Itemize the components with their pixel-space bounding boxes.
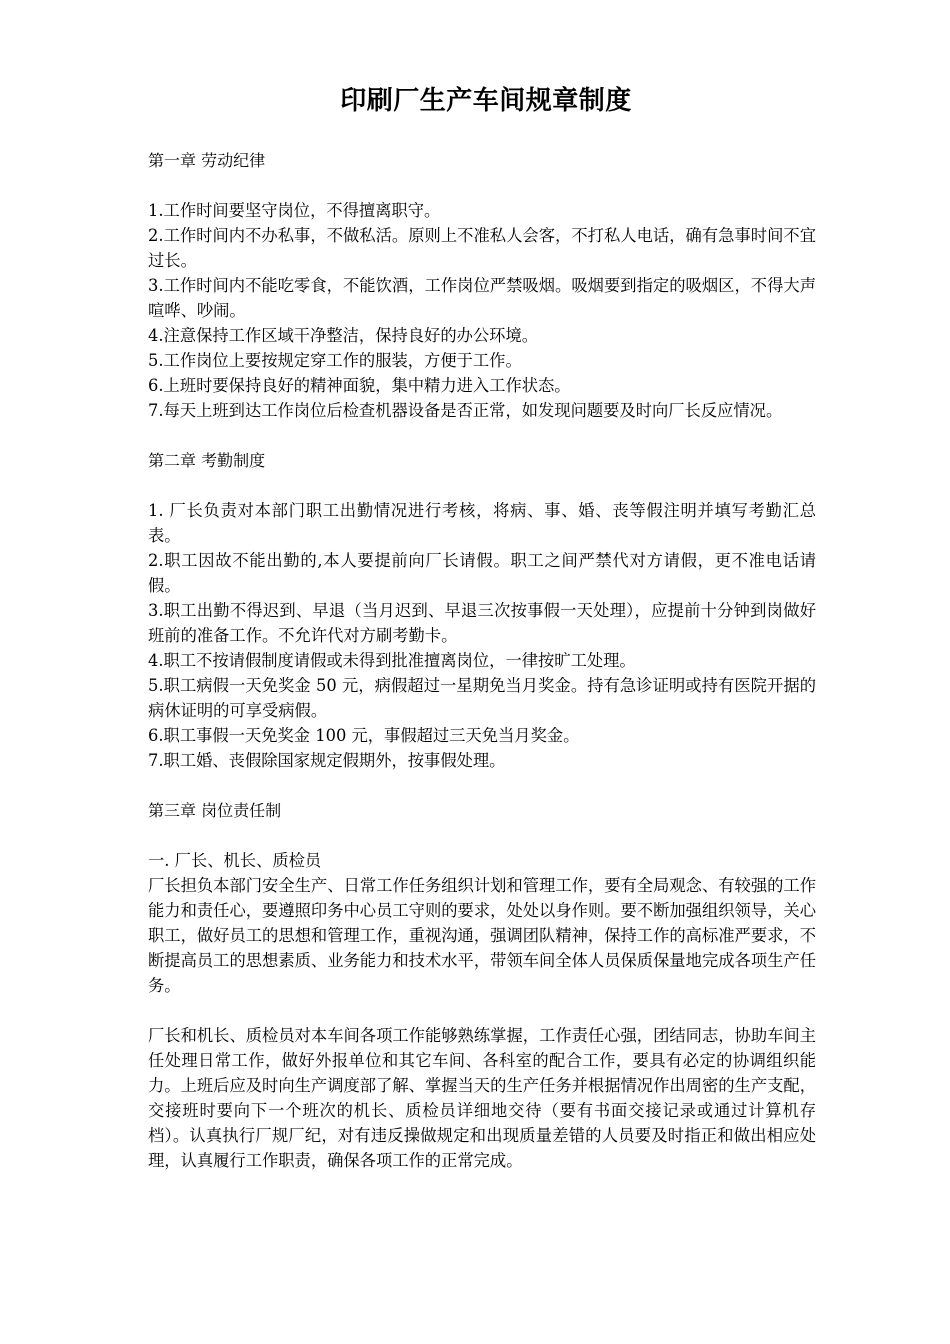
chapter-heading: 第二章 考勤制度 bbox=[148, 451, 266, 470]
list-item: 2.职工因故不能出勤的,本人要提前向厂长请假。职工之间严禁代对方请假，更不准电话请假。 bbox=[148, 551, 816, 595]
list-item: 3.工作时间内不能吃零食，不能饮酒，工作岗位严禁吸烟。吸烟要到指定的吸烟区，不得大声喧哗、吵闹。 bbox=[148, 276, 816, 320]
list-item: 6.职工事假一天免奖金 100 元，事假超过三天免当月奖金。 bbox=[148, 726, 580, 745]
list-item: 7.每天上班到达工作岗位后检查机器设备是否正常，如发现问题要及时向厂长反应情况。 bbox=[148, 401, 783, 420]
list-item: 1. 厂长负责对本部门职工出勤情况进行考核，将病、事、婚、丧等假注明并填写考勤汇总表。 bbox=[148, 501, 816, 545]
list-item: 2.工作时间内不办私事，不做私活。原则上不准私人会客，不打私人电话，确有急事时间不宜过长。 bbox=[148, 226, 816, 270]
list-item: 7.职工婚、丧假除国家规定假期外，按事假处理。 bbox=[148, 751, 506, 770]
chapter-3 bbox=[148, 798, 816, 1173]
list-item: 6.上班时要保持良好的精神面貌，集中精力进入工作状态。 bbox=[148, 376, 571, 395]
document-page bbox=[148, 84, 816, 1173]
list-item: 5.职工病假一天免奖金 50 元，病假超过一星期免当月奖金。持有急诊证明或持有医院开据的病休证明的可享受病假。 bbox=[148, 676, 816, 720]
body-paragraph: 厂长和机长、质检员对本车间各项工作能够熟练掌握，工作责任心强，团结同志，协助车间主任处理日常工作，做好外报单位和其它车间、各科室的配合工作，要具有必定的协调组织能力。上班后应及时向生产调度部了解、掌握当天的生产任务并根据情况作出周密的生产支配，交接班时要向下一个班次的机长、质检员详细地交待（要有书面交接记录或通过计算机存档）。认真执行厂规厂纪，对有违反操做规定和出现质量差错的人员要及时指正和做出相应处理，认真履行工作职责，确保各项工作的正常完成。 bbox=[148, 1026, 816, 1170]
chapter-1 bbox=[148, 148, 816, 423]
chapter-heading: 第一章 劳动纪律 bbox=[148, 151, 266, 170]
list-item: 4.注意保持工作区域干净整洁，保持良好的办公环境。 bbox=[148, 326, 539, 345]
list-item: 4.职工不按请假制度请假或未得到批准擅离岗位，一律按旷工处理。 bbox=[148, 651, 636, 670]
document-title: 印刷厂生产车间规章制度 bbox=[340, 86, 632, 116]
section-subheading: 一. 厂长、机长、质检员 bbox=[148, 851, 322, 870]
chapter-heading: 第三章 岗位责任制 bbox=[148, 801, 282, 820]
list-item: 1.工作时间要坚守岗位，不得擅离职守。 bbox=[148, 201, 441, 220]
list-item: 5.工作岗位上要按规定穿工作的服装，方便于工作。 bbox=[148, 351, 522, 370]
chapter-2 bbox=[148, 448, 816, 773]
list-item: 3.职工出勤不得迟到、早退（当月迟到、早退三次按事假一天处理），应提前十分钟到岗做好班前的准备工作。不允许代对方刷考勤卡。 bbox=[148, 601, 816, 645]
body-paragraph: 厂长担负本部门安全生产、日常工作任务组织计划和管理工作，要有全局观念、有较强的工作能力和责任心，要遵照印务中心员工守则的要求，处处以身作则。要不断加强组织领导，关心职工，做好员工的思想和管理工作，重视沟通，强调团队精神，保持工作的高标准严要求，不断提高员工的思想素质、业务能力和技术水平，带领车间全体人员保质保量地完成各项生产任务。 bbox=[148, 876, 816, 995]
